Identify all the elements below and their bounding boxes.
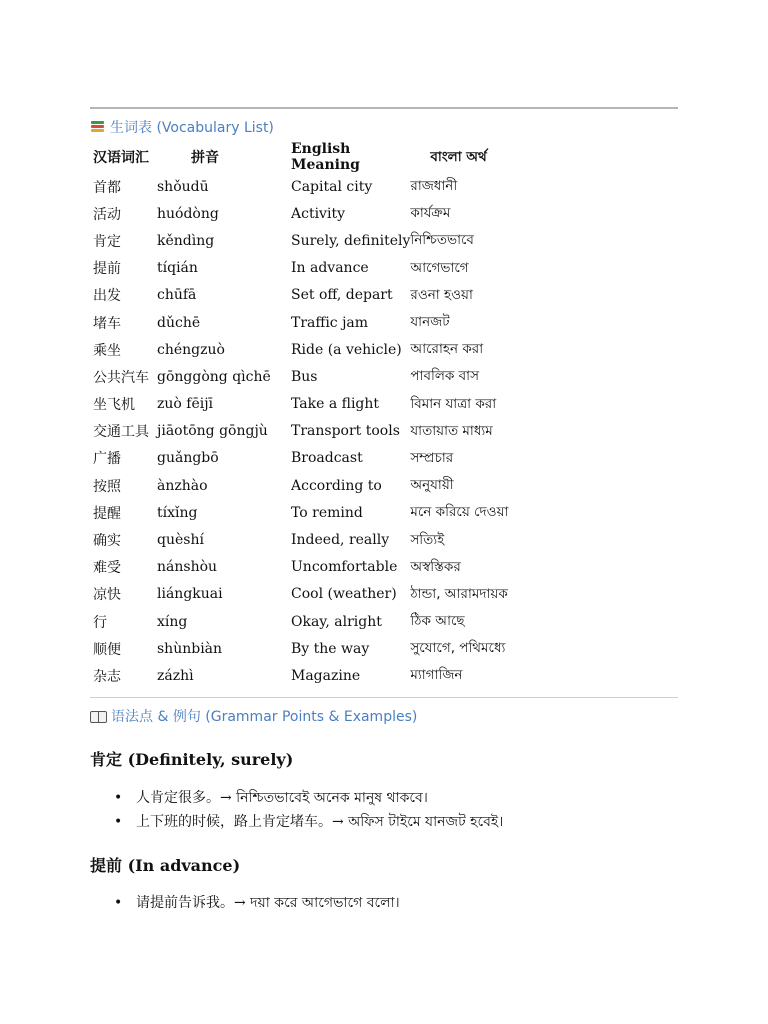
- grammar-example-list: [90, 786, 503, 834]
- cell-chinese: 按照: [93, 478, 121, 495]
- cell-english: Transport tools: [291, 423, 400, 440]
- cell-chinese: 凉快: [93, 587, 121, 604]
- cell-english: By the way: [291, 640, 370, 657]
- cell-english: Set off, depart: [291, 287, 393, 304]
- table-row: [90, 309, 630, 336]
- cell-chinese: 公共汽车: [93, 369, 149, 386]
- table-row: [90, 336, 630, 363]
- cell-pinyin: dǔchē: [157, 314, 201, 331]
- cell-english: Traffic jam: [291, 314, 369, 331]
- cell-pinyin: quèshí: [157, 532, 204, 549]
- cell-pinyin: tíxǐng: [157, 504, 198, 521]
- table-row: [90, 472, 630, 499]
- cell-english: Ride (a vehicle): [291, 341, 402, 358]
- cell-english: Take a flight: [291, 396, 380, 413]
- example-item: • 上下班的时候，路上肯定堵车。→ অফিস টাইমে যানজট হবেই।: [136, 810, 503, 834]
- cell-chinese: 堵车: [93, 315, 121, 332]
- example-item: • 请提前告诉我。→ দয়া করে আগেভাগে বলো।: [136, 891, 400, 915]
- grammar-title: 语法点 & 例句 (Grammar Points & Examples): [111, 709, 418, 725]
- header-pinyin: 拼音: [191, 150, 219, 166]
- cell-english: Surely, definitely: [291, 232, 411, 249]
- table-row: [90, 526, 630, 553]
- cell-bangla: যাতায়াত মাধ্যম: [410, 422, 493, 439]
- header-english: English Meaning: [291, 141, 360, 173]
- cell-chinese: 坐飞机: [93, 397, 135, 414]
- cell-bangla: আরোহন করা: [410, 341, 484, 358]
- table-row: [90, 227, 630, 254]
- cell-english: Magazine: [291, 667, 361, 684]
- cell-chinese: 首都: [93, 179, 121, 196]
- cell-bangla: সুযোগে, পথিমধ্যে: [410, 640, 506, 657]
- cell-english: In advance: [291, 260, 369, 277]
- cell-english: Activity: [291, 205, 345, 222]
- cell-bangla: নিশ্চিতভাবে: [410, 232, 474, 249]
- table-row: [90, 662, 630, 689]
- table-row: [90, 173, 630, 200]
- cell-chinese: 确实: [93, 533, 121, 550]
- header-bangla: বাংলা অর্থ: [430, 148, 487, 165]
- cell-pinyin: chūfā: [157, 287, 197, 304]
- cell-pinyin: gōnggòng qìchē: [157, 368, 271, 385]
- cell-pinyin: shùnbiàn: [157, 640, 223, 657]
- vocabulary-heading: [90, 117, 274, 137]
- table-row: [90, 608, 630, 635]
- cell-chinese: 杂志: [93, 668, 121, 685]
- cell-bangla: সত্যিই: [410, 531, 445, 548]
- cell-pinyin: ànzhào: [157, 477, 208, 494]
- cell-bangla: রওনা হওয়া: [410, 286, 473, 303]
- table-row: [90, 255, 630, 282]
- grammar-point-title: 提前 (In advance): [90, 856, 241, 875]
- cell-bangla: যানজট: [410, 314, 450, 331]
- middle-divider: [90, 697, 678, 698]
- cell-pinyin: guǎngbō: [157, 450, 219, 467]
- cell-bangla: কার্যক্রম: [410, 205, 451, 222]
- open-book-icon: [90, 710, 107, 722]
- grammar-point-title: 肯定 (Definitely, surely): [90, 750, 294, 769]
- vocabulary-rows: [90, 173, 630, 690]
- cell-pinyin: zázhì: [157, 667, 194, 684]
- cell-bangla: ম্যাগাজিন: [410, 667, 463, 684]
- cell-chinese: 难受: [93, 560, 121, 577]
- table-row: [90, 554, 630, 581]
- books-icon: [90, 120, 106, 134]
- cell-chinese: 交通工具: [93, 424, 149, 441]
- vocabulary-table: [90, 141, 630, 690]
- cell-english: Broadcast: [291, 450, 363, 467]
- cell-english: Capital city: [291, 178, 373, 195]
- cell-pinyin: tíqián: [157, 260, 198, 277]
- cell-chinese: 顺便: [93, 641, 121, 658]
- cell-pinyin: xíng: [157, 613, 188, 630]
- cell-pinyin: shǒudū: [157, 178, 209, 195]
- cell-pinyin: zuò fēijī: [157, 396, 214, 413]
- cell-english: Okay, alright: [291, 613, 382, 630]
- header-chinese: 汉语词汇: [93, 150, 149, 166]
- table-row: [90, 200, 630, 227]
- grammar-example-list: [90, 891, 400, 915]
- table-row: [90, 418, 630, 445]
- cell-chinese: 广播: [93, 451, 121, 468]
- cell-pinyin: jiāotōng gōngjù: [157, 423, 268, 440]
- cell-pinyin: huódòng: [157, 205, 219, 222]
- cell-pinyin: liángkuai: [157, 586, 223, 603]
- table-row: [90, 391, 630, 418]
- cell-bangla: মনে করিয়ে দেওয়া: [410, 504, 509, 521]
- cell-bangla: অনুযায়ী: [410, 477, 454, 494]
- cell-bangla: রাজধানী: [410, 178, 458, 195]
- cell-chinese: 提前: [93, 261, 121, 278]
- cell-pinyin: nánshòu: [157, 559, 218, 576]
- cell-chinese: 行: [93, 614, 107, 631]
- top-divider: [90, 107, 678, 109]
- table-header-row: [90, 141, 630, 173]
- cell-bangla: সম্প্রচার: [410, 449, 454, 466]
- grammar-heading: [90, 706, 417, 726]
- table-row: [90, 499, 630, 526]
- cell-english: To remind: [291, 504, 363, 521]
- cell-bangla: পাবলিক বাস: [410, 368, 479, 385]
- cell-chinese: 出发: [93, 288, 121, 305]
- cell-bangla: ঠান্ডা, আরামদায়ক: [410, 585, 508, 602]
- cell-chinese: 提醒: [93, 505, 121, 522]
- cell-bangla: বিমান যাত্রা করা: [410, 395, 497, 412]
- table-row: [90, 445, 630, 472]
- cell-english: Indeed, really: [291, 532, 390, 549]
- cell-english: According to: [291, 477, 382, 494]
- example-item: • 人肯定很多。→ নিশ্চিতভাবেই অনেক মানুষ থাকবে।: [136, 786, 503, 810]
- vocabulary-title: 生词表 (Vocabulary List): [110, 120, 274, 136]
- cell-bangla: অস্বস্তিকর: [410, 558, 461, 575]
- table-row: [90, 635, 630, 662]
- cell-english: Uncomfortable: [291, 559, 398, 576]
- cell-english: Bus: [291, 368, 318, 385]
- table-row: [90, 363, 630, 390]
- cell-pinyin: kěndìng: [157, 232, 215, 249]
- cell-chinese: 乘坐: [93, 342, 121, 359]
- cell-chinese: 活动: [93, 206, 121, 223]
- cell-pinyin: chéngzuò: [157, 341, 225, 358]
- cell-bangla: আগেভাগে: [410, 259, 469, 276]
- cell-english: Cool (weather): [291, 586, 397, 603]
- cell-bangla: ঠিক আছে: [410, 613, 465, 630]
- table-row: [90, 581, 630, 608]
- table-row: [90, 282, 630, 309]
- cell-chinese: 肯定: [93, 233, 121, 250]
